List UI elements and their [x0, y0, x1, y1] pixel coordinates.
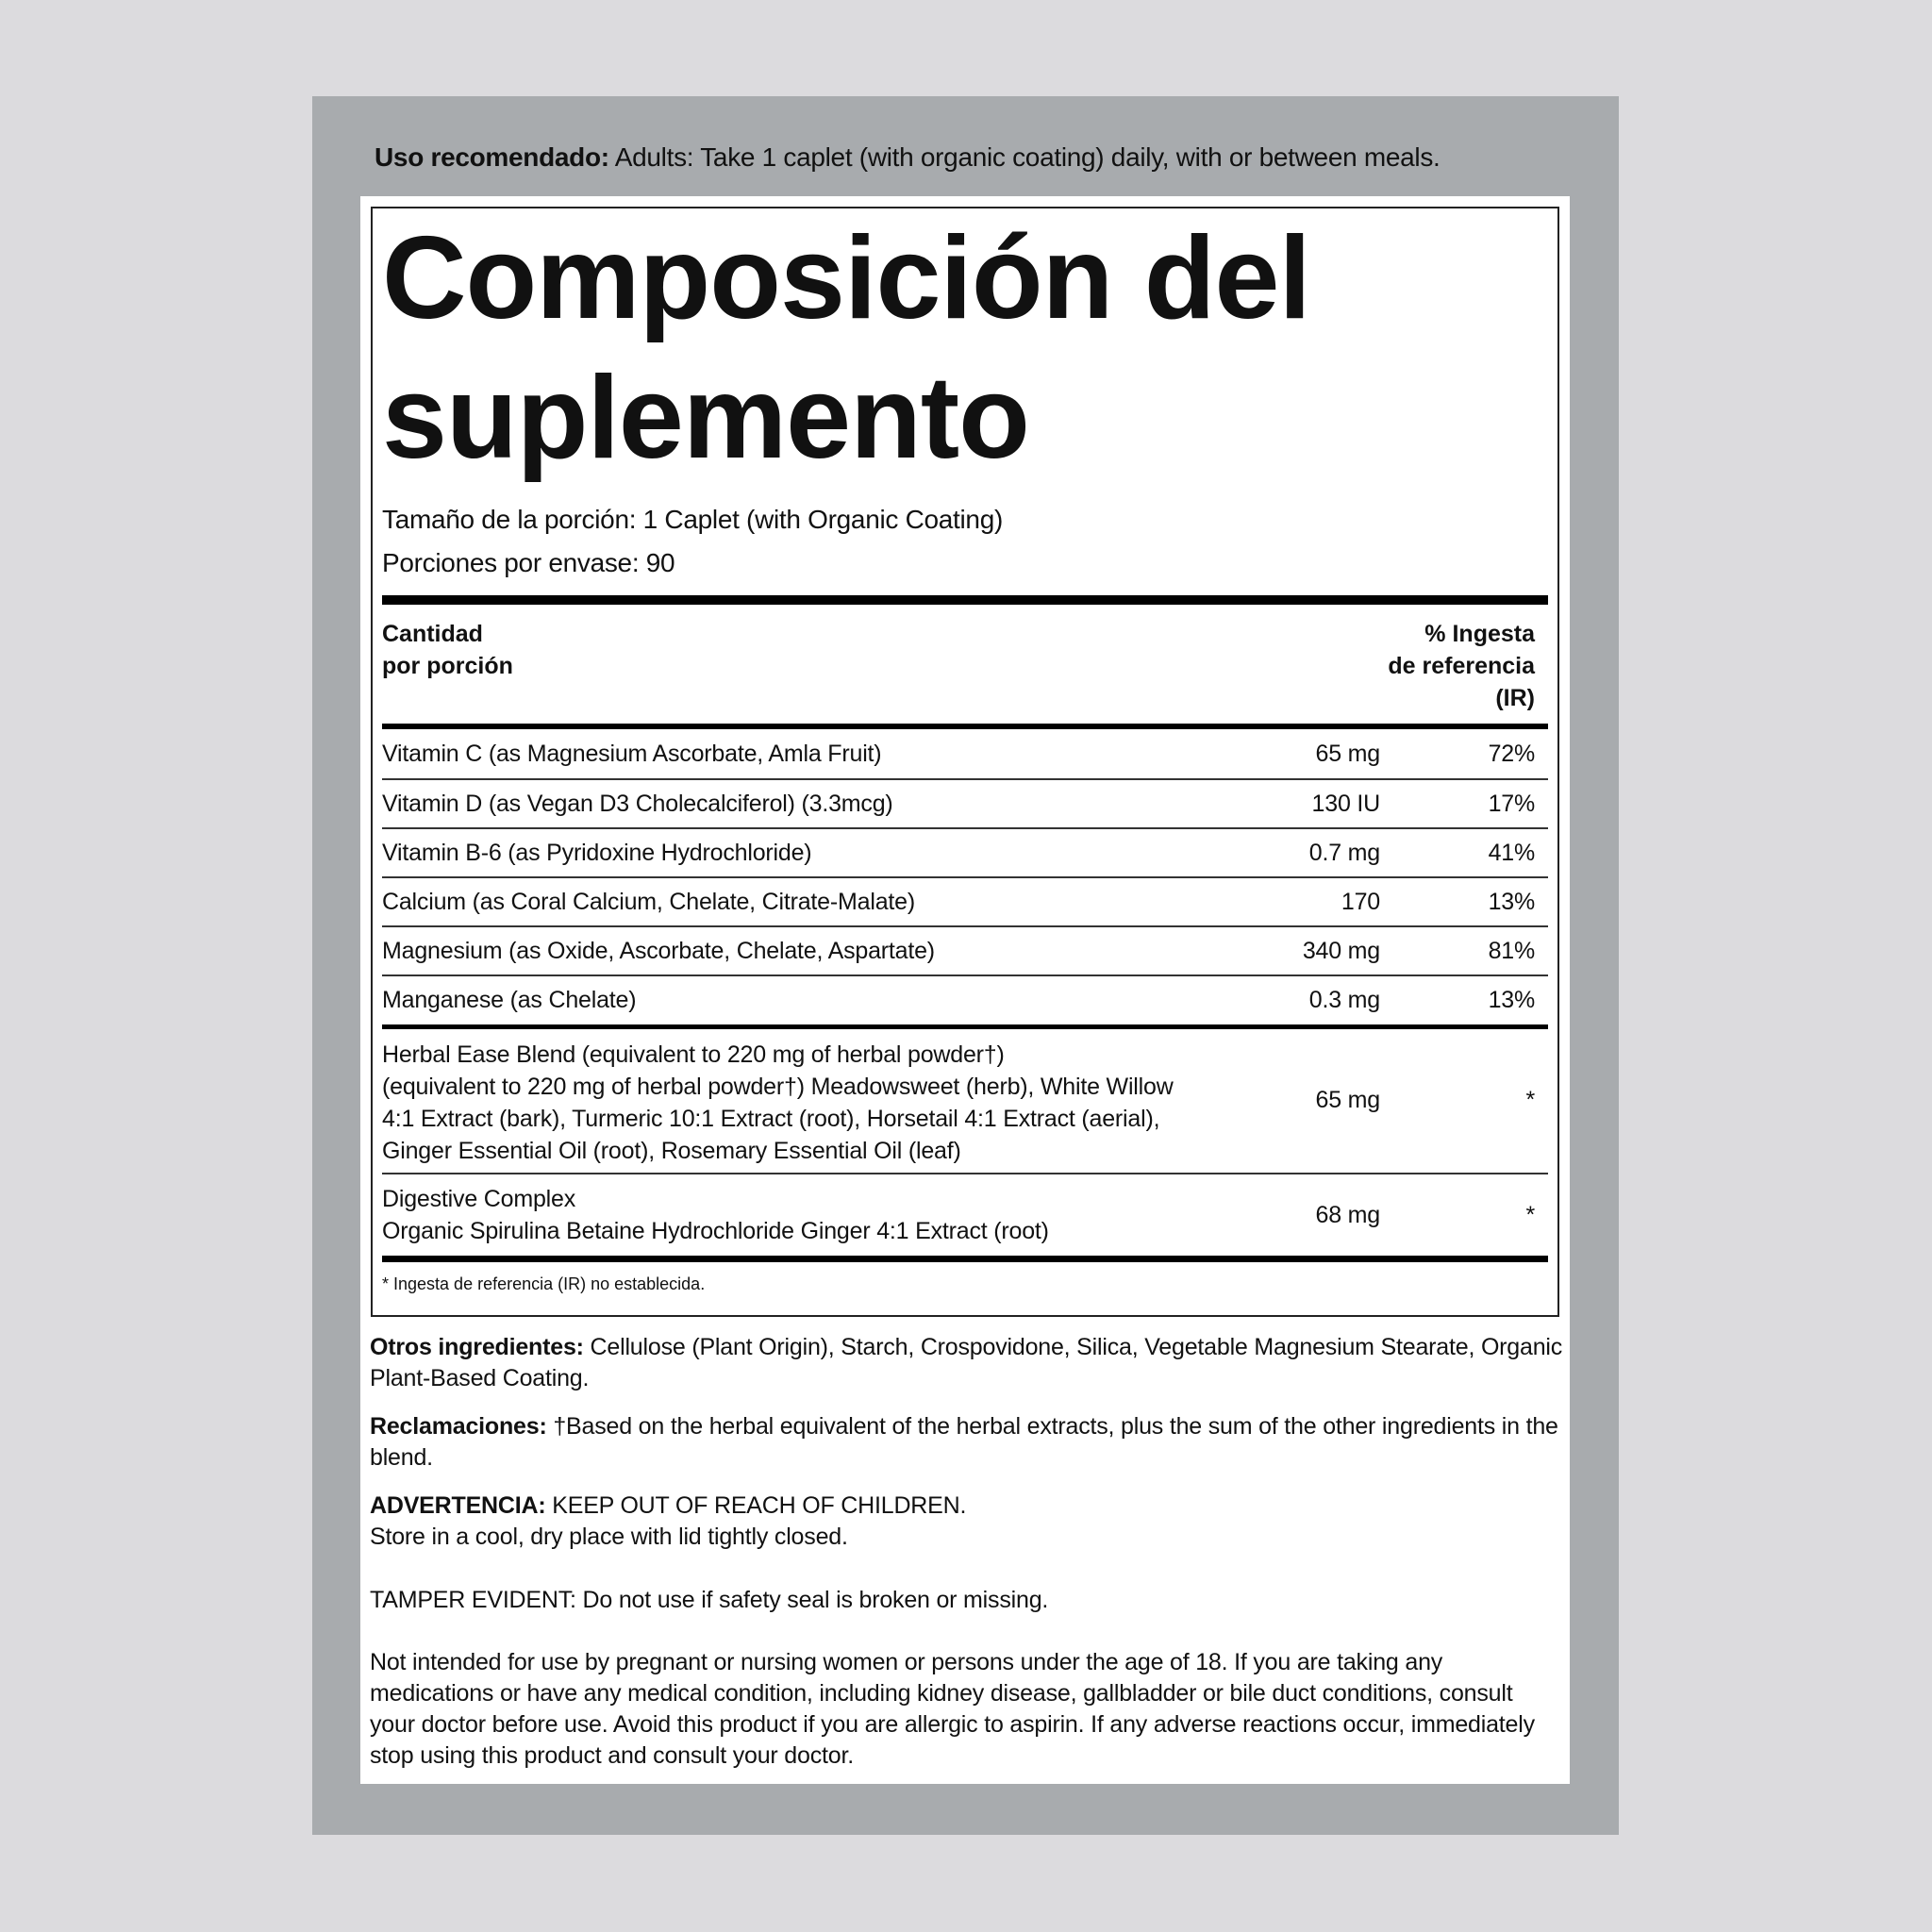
header-ri-line-3: (IR) — [1495, 685, 1535, 711]
nutrient-ri: 41% — [1488, 840, 1535, 866]
nutrient-name: Calcium (as Coral Calcium, Chelate, Citrate-Malate) — [382, 889, 915, 915]
other-ingredients — [370, 1332, 1564, 1394]
recommended-use-text: Adults: Take 1 caplet (with organic coating) daily, with or between meals. — [608, 142, 1441, 172]
blend-line-1: Herbal Ease Blend (equivalent to 220 mg of herbal powder†) — [382, 1041, 1005, 1068]
table-row — [382, 878, 1548, 925]
digestive-line-1: Digestive Complex — [382, 1186, 576, 1212]
footnote: * Ingesta de referencia (IR) no establecida. — [382, 1274, 706, 1293]
table-row-digestive-complex — [382, 1174, 1548, 1254]
recommended-use — [375, 142, 1441, 173]
warning — [370, 1491, 1564, 1553]
nutrient-ri: 13% — [1488, 987, 1535, 1013]
claims — [370, 1411, 1564, 1474]
other-ingredients-text: Cellulose (Plant Origin), Starch, Crospovidone, Silica, Vegetable Magnesium Stearate, Organic Plant-Based Coating. — [370, 1334, 1563, 1391]
nutrient-amount: 340 mg — [1302, 938, 1380, 964]
other-ingredients-label: Otros ingredientes: — [370, 1334, 584, 1360]
blend-ri: * — [1525, 1087, 1535, 1113]
servings-per-container: Porciones por envase: 90 — [382, 548, 675, 577]
divider-thick — [382, 595, 1548, 605]
table-row — [382, 976, 1548, 1024]
nutrient-name: Manganese (as Chelate) — [382, 987, 637, 1013]
nutrient-ri: 13% — [1488, 889, 1535, 915]
header-amount-line-2: por porción — [382, 653, 513, 679]
blend-line-3: 4:1 Extract (bark), Turmeric 10:1 Extract (root), Horsetail 4:1 Extract (aerial), — [382, 1106, 1160, 1132]
nutrient-amount: 130 IU — [1311, 791, 1380, 817]
digestive-description — [382, 1183, 1049, 1247]
serving-size: Tamaño de la porción: 1 Caplet (with Organic Coating) — [382, 505, 1004, 534]
table-row — [382, 927, 1548, 974]
blend-line-4: Ginger Essential Oil (root), Rosemary Essential Oil (leaf) — [382, 1138, 961, 1164]
recommended-use-label: Uso recomendado: — [375, 142, 609, 172]
digestive-line-2: Organic Spirulina Betaine Hydrochloride Ginger 4:1 Extract (root) — [382, 1218, 1049, 1244]
facts-title-line-2: suplemento — [382, 353, 1029, 483]
nutrient-amount: 0.7 mg — [1308, 840, 1380, 866]
nutrient-name: Vitamin B-6 (as Pyridoxine Hydrochloride) — [382, 840, 812, 866]
blend-amount: 65 mg — [1315, 1087, 1380, 1113]
supplement-facts-box — [371, 207, 1559, 1317]
blend-description — [382, 1039, 1174, 1167]
warning-label: ADVERTENCIA: — [370, 1492, 546, 1519]
nutrient-name: Magnesium (as Oxide, Ascorbate, Chelate, Aspartate) — [382, 938, 935, 964]
nutrient-ri: 72% — [1488, 741, 1535, 767]
digestive-amount: 68 mg — [1315, 1202, 1380, 1228]
table-row-herbal-blend — [382, 1029, 1548, 1171]
divider-bottom — [382, 1256, 1548, 1262]
nutrient-ri: 81% — [1488, 938, 1535, 964]
facts-title — [382, 208, 1310, 488]
header-amount — [382, 618, 513, 682]
facts-title-line-1: Composición del — [382, 213, 1310, 343]
nutrient-name: Vitamin C (as Magnesium Ascorbate, Amla Fruit) — [382, 741, 882, 767]
header-amount-line-1: Cantidad — [382, 621, 483, 647]
nutrient-ri: 17% — [1488, 791, 1535, 817]
tamper-evident: TAMPER EVIDENT: Do not use if safety seal is broken or missing. — [370, 1587, 1049, 1613]
table-row — [382, 729, 1548, 778]
claims-label: Reclamaciones: — [370, 1413, 547, 1440]
warning-text: KEEP OUT OF REACH OF CHILDREN. — [545, 1492, 967, 1519]
blend-line-2: (equivalent to 220 mg of herbal powder†) Meadowsweet (herb), White Willow — [382, 1074, 1174, 1100]
nutrient-name: Vitamin D (as Vegan D3 Cholecalciferol) (3.3mcg) — [382, 791, 893, 817]
header-reference-intake — [1388, 618, 1535, 714]
header-ri-line-2: de referencia — [1388, 653, 1535, 679]
header-ri-line-1: % Ingesta — [1424, 621, 1535, 647]
digestive-ri: * — [1525, 1202, 1535, 1228]
table-row — [382, 829, 1548, 876]
usage-notice: Not intended for use by pregnant or nursing women or persons under the age of 18. If you are taking any medications or have any medical condition, including kidney disease, gallbladder or bile duct conditions, consult your doctor before use. Avoid this product if you are allergic to aspirin. If any adverse reactions occur, immediately stop using this product and consult your doctor. — [370, 1649, 1535, 1769]
nutrient-amount: 170 — [1341, 889, 1380, 915]
nutrient-amount: 65 mg — [1315, 741, 1380, 767]
storage-text: Store in a cool, dry place with lid tightly closed. — [370, 1524, 848, 1550]
claims-text: †Based on the herbal equivalent of the herbal extracts, plus the sum of the other ingredients in the blend. — [370, 1413, 1558, 1471]
nutrient-amount: 0.3 mg — [1308, 987, 1380, 1013]
table-row — [382, 780, 1548, 827]
